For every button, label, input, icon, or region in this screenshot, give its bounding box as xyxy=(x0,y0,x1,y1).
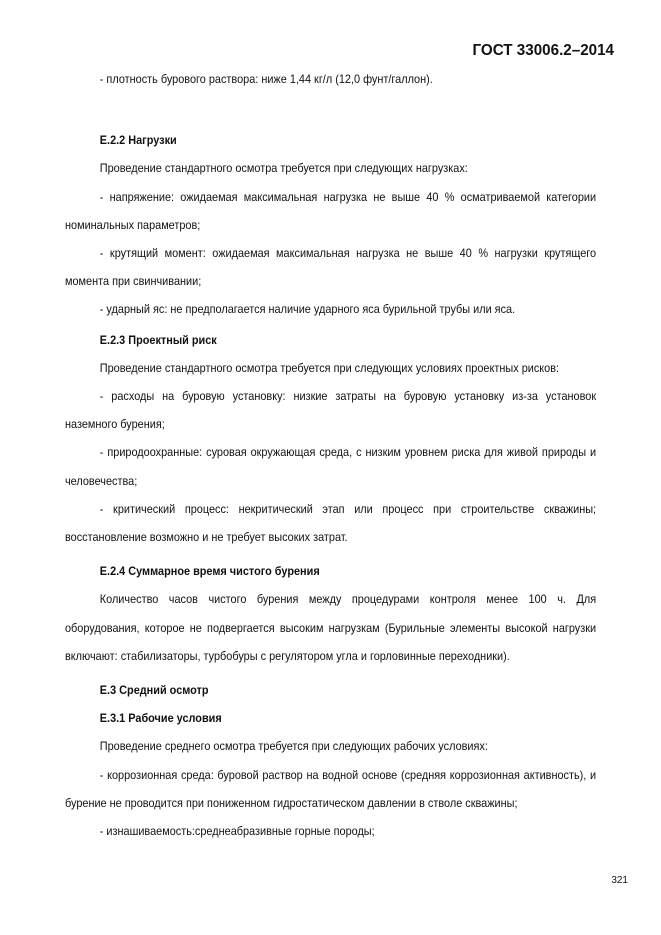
paragraph: - природоохранные: суровая окружающая среда, с низким уровнем риска для живой природы и человечества; xyxy=(65,446,597,488)
paragraph: - ударный яс: не предполагается наличие ударного яса бурильной трубы или яса. xyxy=(99,303,516,317)
page-number: 321 xyxy=(611,875,628,886)
section-heading-e-2-3: Е.2.3 Проектный риск xyxy=(99,333,217,347)
document-number: ГОСТ 33006.2–2014 xyxy=(472,42,614,59)
paragraph: Проведение среднего осмотра требуется при следующих рабочих условиях: xyxy=(99,740,488,754)
section-heading-e-2-4: Е.2.4 Суммарное время чистого бурения xyxy=(99,565,320,579)
paragraph: - плотность бурового раствора: ниже 1,44 кг/л (12,0 фунт/галлон). xyxy=(99,73,433,86)
paragraph: Количество часов чистого бурения между процедурами контроля менее 100 ч. Для оборудования, которое не подвергается высоким нагрузкам (Бурильные элементы высокой нагрузки включают: стабилизаторы, турбобуры с регулятором угла и горловинные переходники). xyxy=(65,593,597,663)
paragraph: - критический процесс: некритический этап или процесс при строительстве скважины; восстановление возможно и не требует высоких затрат. xyxy=(65,502,597,545)
section-heading-e-2-2: Е.2.2 Нагрузки xyxy=(99,134,177,148)
section-heading-e-3-1: Е.3.1 Рабочие условия xyxy=(99,712,222,726)
section-heading-e-3: Е.3 Средний осмотр xyxy=(99,684,209,698)
paragraph: - напряжение: ожидаемая максимальная нагрузка не выше 40 % осматриваемой категории номинальных параметров; xyxy=(65,190,597,232)
paragraph: - изнашиваемость:среднеабразивные горные породы; xyxy=(99,825,375,839)
paragraph: Проведение стандартного осмотра требуется при следующих условиях проектных рисков: xyxy=(99,361,560,375)
paragraph: - крутящий момент: ожидаемая максимальная нагрузка не выше 40 % нагрузки крутящего момента при свинчивании; xyxy=(65,247,597,289)
document-body xyxy=(65,66,596,846)
paragraph: Проведение стандартного осмотра требуется при следующих нагрузках: xyxy=(99,162,468,176)
paragraph: - коррозионная среда: буровой раствор на водной основе (средняя коррозионная активность), и бурение не проводится при пониженном гидростатическом давлении в стволе скважины; xyxy=(65,768,597,810)
paragraph: - расходы на буровую установку: низкие затраты на буровую установку из-за установок наземного бурения; xyxy=(65,390,597,432)
